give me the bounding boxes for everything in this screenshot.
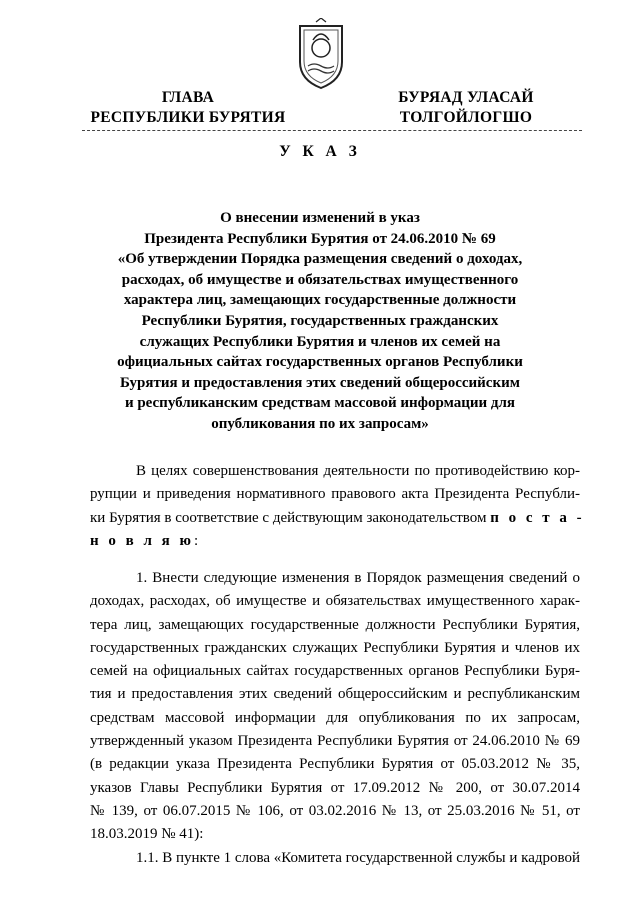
preamble-line: рупции и приведения нормативного правового акта Президента Республи-	[90, 486, 580, 503]
title-line: Республики Бурятия, государственных гражданских	[141, 312, 499, 329]
title-line: официальных сайтах государственных органов Республики	[117, 354, 523, 371]
item1-1-line: 1.1. В пункте 1 слова «Комитета государственной службы и кадровой	[136, 849, 581, 866]
header-right	[386, 88, 546, 128]
header-left	[88, 88, 288, 128]
header-divider	[82, 130, 582, 131]
preamble-colon: :	[194, 532, 199, 549]
item1-line: 1. Внести следующие изменения в Порядок размещения сведений о	[136, 570, 580, 586]
title-line: опубликования по их запросам»	[211, 415, 429, 432]
item1-line: государственных гражданских служащих Республики Бурятия и членов их	[90, 639, 580, 656]
title-line: Бурятия и предоставления этих сведений общероссийским	[120, 374, 520, 391]
item1-line: тера лиц, замещающих государственные должности Республики Бурятия,	[90, 616, 580, 633]
title-line: Президента Республики Бурятия от 24.06.2010 № 69	[144, 230, 496, 247]
title-line: «Об утверждении Порядка размещения сведений о доходах,	[117, 251, 523, 268]
item1-line: утвержденный указом Президента Республики Бурятия от 24.06.2010 № 69	[90, 733, 580, 750]
header-left-line1: ГЛАВА	[161, 89, 215, 106]
item1-line: (в редакции указа Президента Республики Бурятия от 05.03.2012 № 35,	[90, 756, 580, 773]
resolution-word-part1: п о с т а -	[490, 509, 585, 526]
header-right-line1: БУРЯАД УЛАСАЙ	[398, 89, 534, 106]
item1-line: указов Главы Республики Бурятия от 17.09.2012 № 200, от 30.07.2014	[90, 779, 580, 796]
item-1-paragraph	[90, 567, 580, 870]
item1-line: доходах, расходах, об имуществе и обязательствах имущественного харак-	[90, 593, 580, 610]
title-line: служащих Республики Бурятия и членов их семей на	[139, 333, 501, 350]
item1-line: тия и предоставления этих сведений общероссийским и республиканским	[90, 686, 580, 703]
header-left-line2: РЕСПУБЛИКИ БУРЯТИЯ	[90, 109, 286, 126]
preamble-line	[90, 530, 580, 553]
preamble-paragraph	[90, 460, 585, 553]
preamble-line: В целях совершенствования деятельности по противодействию кор-	[136, 463, 580, 479]
title-line: О внесении изменений в указ	[220, 210, 420, 226]
title-line: расходах, об имуществе и обязательствах имущественного	[121, 271, 519, 288]
coat-of-arms-emblem	[294, 18, 348, 90]
resolution-word-part2: н о в л я ю	[90, 532, 194, 549]
title-line: и республиканским средствам массовой информации для	[124, 395, 516, 412]
title-line: характера лиц, замещающих государственные должности	[123, 292, 517, 309]
item1-line: средствам массовой информации для опубликования по их запросам,	[90, 709, 580, 726]
document-title	[90, 208, 550, 435]
preamble-line	[90, 507, 585, 530]
item1-line: 18.03.2019 № 41):	[90, 826, 204, 843]
preamble-text: ки Бурятия в соответствие с действующим законодательством	[90, 509, 487, 526]
item1-line: семей на официальных сайтах государственных органов Республики Буря-	[90, 663, 580, 680]
item1-line: № 139, от 06.07.2015 № 106, от 03.02.2016 № 13, от 25.03.2016 № 51, от	[90, 802, 580, 819]
document-type: У К А З	[279, 143, 361, 160]
header-right-line2: ТОЛГОЙЛОГШО	[399, 109, 533, 126]
